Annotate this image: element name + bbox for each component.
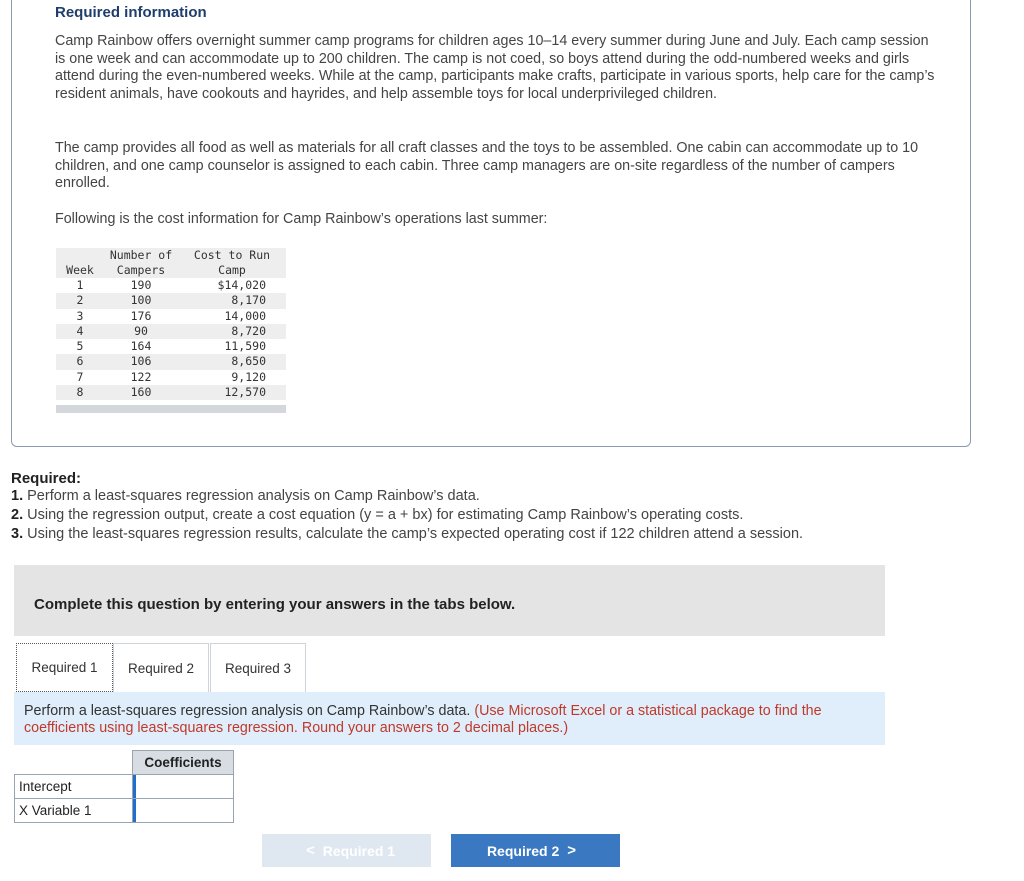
- cell-cost: 14,000: [178, 309, 286, 324]
- instruction-note: (Use Microsoft Excel or a statistical package to find the coefficients using least-squares regression. Round your answers to 2 decimal places.): [24, 703, 822, 736]
- table-row: [56, 278, 286, 293]
- required-item-1: 1. Perform a least-squares regression analysis on Camp Rainbow’s data.: [11, 488, 480, 504]
- table-row: [15, 775, 234, 799]
- cell-week: 4: [56, 324, 104, 339]
- complete-question-text: Complete this question by entering your answers in the tabs below.: [34, 596, 516, 613]
- table-row: [56, 309, 286, 324]
- header-campers: Number of Campers: [104, 248, 178, 278]
- cell-cost: $14,020: [178, 278, 286, 293]
- cell-cost: 8,720: [178, 324, 286, 339]
- table-bottom-bar: [56, 405, 286, 413]
- cell-week: 8: [56, 385, 104, 400]
- cell-cost: 11,590: [178, 339, 286, 354]
- tab-required-1[interactable]: Required 1: [16, 643, 113, 692]
- table-row: [15, 799, 234, 823]
- info-paragraph-2: The camp provides all food as well as materials for all craft classes and the toys to be assembled. One cabin can accommodate up to 10 children, and one camp counselor is assigned to each cabin. Three camp managers are on-site regardless of the number of campers enrolled.: [55, 140, 919, 191]
- table-row: [56, 324, 286, 339]
- prev-required-button[interactable]: [262, 834, 431, 867]
- tab-required-3[interactable]: Required 3: [210, 643, 306, 692]
- answer-table: [14, 750, 234, 823]
- instruction-text: [24, 703, 879, 736]
- cost-table-header: [56, 248, 286, 278]
- intercept-cell: [133, 775, 234, 799]
- next-button-label: Required 2: [486, 842, 560, 859]
- required-heading: Required:: [11, 470, 82, 487]
- cost-table: [56, 248, 286, 400]
- table-row: [56, 354, 286, 369]
- cell-campers: 122: [104, 370, 178, 385]
- required-item-3: 3. Using the least-squares regression results, calculate the camp’s expected operating cost if 122 children attend a session.: [11, 526, 804, 542]
- header-week: Week: [56, 248, 104, 278]
- cell-week: 3: [56, 309, 104, 324]
- intercept-input[interactable]: [133, 775, 233, 798]
- tab-required-2[interactable]: Required 2: [113, 643, 209, 692]
- cell-week: 7: [56, 370, 104, 385]
- cell-campers: 106: [104, 354, 178, 369]
- x-variable-1-input[interactable]: [133, 799, 233, 822]
- intercept-label: Intercept: [15, 775, 133, 799]
- x-variable-1-label: X Variable 1: [15, 799, 133, 823]
- info-paragraph-1: Camp Rainbow offers overnight summer camp programs for children ages 10–14 every summer during June and July. Each camp session is one week and can accommodate up to 200 children. The camp is not coed, so boys attend during the odd-numbered weeks and girls attend during the even-numbered weeks. While at the camp, participants make crafts, participate in various sports, help care for the camp’s resident animals, have cookouts and hayrides, and help assemble toys for local underprivileged children.: [55, 33, 935, 102]
- cell-campers: 160: [104, 385, 178, 400]
- cell-cost: 9,120: [178, 370, 286, 385]
- coefficients-header: Coefficients: [133, 751, 234, 775]
- chevron-right-icon: >: [567, 842, 577, 859]
- cell-campers: 164: [104, 339, 178, 354]
- table-row: [56, 385, 286, 400]
- cell-week: 6: [56, 354, 104, 369]
- cell-campers: 90: [104, 324, 178, 339]
- chevron-left-icon: <: [305, 842, 315, 859]
- header-cost: Cost to Run Camp: [178, 248, 286, 278]
- cell-week: 5: [56, 339, 104, 354]
- required-item-2: 2. Using the regression output, create a cost equation (y = a + bx) for estimating Camp Rainbow’s operating costs.: [11, 507, 744, 523]
- table-row: [56, 339, 286, 354]
- table-row: [56, 293, 286, 308]
- instruction-panel: [14, 692, 885, 745]
- info-paragraph-3: Following is the cost information for Camp Rainbow’s operations last summer:: [55, 211, 548, 227]
- cell-cost: 8,170: [178, 293, 286, 308]
- cell-campers: 190: [104, 278, 178, 293]
- cell-campers: 100: [104, 293, 178, 308]
- table-row: [56, 370, 286, 385]
- complete-question-banner: [14, 565, 885, 636]
- next-required-button[interactable]: [451, 834, 620, 867]
- cell-campers: 176: [104, 309, 178, 324]
- cell-cost: 8,650: [178, 354, 286, 369]
- answer-table-corner: [15, 751, 133, 775]
- cell-week: 2: [56, 293, 104, 308]
- info-title: Required information: [55, 4, 207, 21]
- cell-cost: 12,570: [178, 385, 286, 400]
- instruction-main: Perform a least-squares regression analysis on Camp Rainbow’s data.: [24, 703, 471, 719]
- prev-button-label: Required 1: [322, 842, 396, 859]
- cell-week: 1: [56, 278, 104, 293]
- x-variable-1-cell: [133, 799, 234, 823]
